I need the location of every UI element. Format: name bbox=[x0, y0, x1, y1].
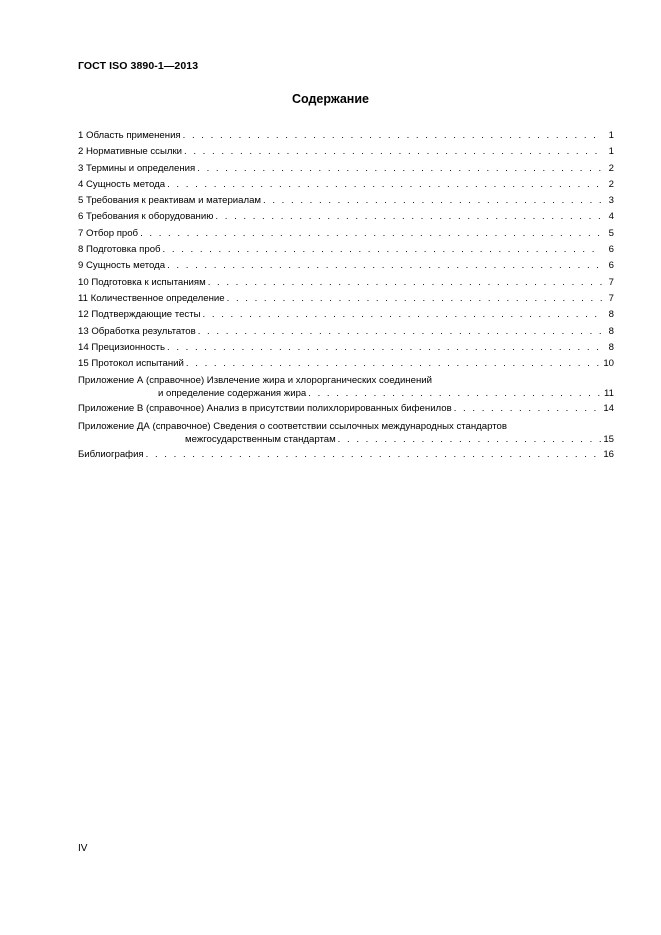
dot-leader bbox=[186, 356, 601, 372]
toc-entry-page: 3 bbox=[608, 195, 614, 207]
toc-entry[interactable] bbox=[78, 275, 614, 291]
toc-entry[interactable] bbox=[78, 307, 614, 323]
toc-entry-page: 7 bbox=[608, 292, 614, 304]
toc-entry-annex-a[interactable] bbox=[78, 374, 614, 401]
dot-leader bbox=[227, 291, 602, 307]
toc-entry[interactable] bbox=[78, 258, 614, 274]
toc-entry-page: 10 bbox=[603, 358, 614, 370]
toc-entry[interactable] bbox=[78, 291, 614, 307]
dot-leader bbox=[215, 209, 602, 225]
page-title: Содержание bbox=[291, 92, 369, 106]
table-of-contents bbox=[78, 128, 614, 463]
toc-entry[interactable] bbox=[78, 177, 614, 193]
annex-da-title-continued: межгосударственным стандартам bbox=[185, 433, 336, 445]
toc-entry-label: 5 Требования к реактивам и материалам bbox=[78, 195, 261, 207]
annex-da-title: Приложение ДА (справочное) Сведения о соответствии ссылочных международных стандартов bbox=[78, 420, 507, 432]
toc-entry-label: 9 Сущность метода bbox=[78, 260, 166, 272]
toc-entry-label: 13 Обработка результатов bbox=[78, 325, 196, 337]
toc-entry-label: 10 Подготовка к испытаниям bbox=[78, 276, 206, 288]
toc-entry-label: 7 Отбор проб bbox=[78, 227, 139, 239]
toc-entry-page: 8 bbox=[608, 341, 614, 353]
toc-entry-page: 7 bbox=[608, 276, 614, 288]
toc-entry[interactable] bbox=[78, 324, 614, 340]
annex-da-page: 15 bbox=[603, 433, 614, 445]
annex-a-page: 11 bbox=[604, 388, 614, 400]
document-code: ГОСТ ISO 3890-1—2013 bbox=[78, 60, 199, 72]
toc-entry-page: 5 bbox=[608, 227, 614, 239]
toc-entry[interactable] bbox=[78, 144, 614, 160]
annex-a-title-continued: и определение содержания жира bbox=[158, 388, 307, 400]
dot-leader bbox=[167, 177, 602, 193]
dot-leader bbox=[454, 401, 602, 417]
toc-entry-page: 8 bbox=[608, 325, 614, 337]
toc-entry-label: 3 Термины и определения bbox=[78, 162, 196, 174]
dot-leader bbox=[163, 242, 602, 258]
annex-a-title: Приложение А (справочное) Извлечение жира и хлорорганических соединений bbox=[78, 375, 432, 387]
toc-entry[interactable] bbox=[78, 242, 614, 258]
dot-leader bbox=[184, 144, 602, 160]
dot-leader bbox=[338, 433, 602, 447]
toc-entry[interactable] bbox=[78, 128, 614, 144]
bibliography-page: 16 bbox=[603, 448, 614, 460]
toc-entry[interactable] bbox=[78, 209, 614, 225]
toc-entry-label: 15 Протокол испытаний bbox=[78, 358, 184, 370]
toc-entry-page: 6 bbox=[608, 244, 614, 256]
dot-leader bbox=[140, 226, 602, 242]
toc-entry-label: 11 Количественное определение bbox=[78, 292, 225, 304]
dot-leader bbox=[167, 258, 602, 274]
toc-entry-label: 4 Сущность метода bbox=[78, 178, 166, 190]
toc-entry-label: 14 Прецизионность bbox=[78, 341, 165, 353]
toc-entry[interactable] bbox=[78, 340, 614, 356]
page-number: IV bbox=[78, 843, 88, 854]
dot-leader bbox=[208, 275, 602, 291]
toc-entry[interactable] bbox=[78, 226, 614, 242]
dot-leader bbox=[203, 307, 602, 323]
toc-entry-bibliography[interactable] bbox=[78, 447, 614, 463]
toc-entry-annex-b[interactable] bbox=[78, 401, 614, 417]
annex-b-title: Приложение В (справочное) Анализ в присутствии полихлорированных бифенилов bbox=[78, 403, 452, 415]
toc-entry-page: 4 bbox=[608, 211, 614, 223]
toc-entry-label: 12 Подтверждающие тесты bbox=[78, 309, 201, 321]
toc-entry-page: 2 bbox=[608, 162, 614, 174]
bibliography-label: Библиография bbox=[78, 448, 144, 460]
toc-entry[interactable] bbox=[78, 161, 614, 177]
toc-entry-page: 1 bbox=[608, 130, 614, 141]
toc-entry-label: 1 Область применения bbox=[78, 130, 181, 141]
toc-entry[interactable] bbox=[78, 193, 614, 209]
dot-leader bbox=[183, 128, 602, 144]
toc-entry-label: 2 Нормативные ссылки bbox=[78, 146, 183, 158]
dot-leader bbox=[198, 324, 602, 340]
dot-leader bbox=[308, 387, 602, 401]
dot-leader bbox=[263, 193, 602, 209]
dot-leader bbox=[167, 340, 602, 356]
toc-entry-annex-da[interactable] bbox=[78, 420, 614, 447]
toc-entry-label: 8 Подготовка проб bbox=[78, 244, 161, 256]
toc-entry-label: 6 Требования к оборудованию bbox=[78, 211, 214, 223]
toc-entry[interactable] bbox=[78, 356, 614, 372]
toc-entry-page: 1 bbox=[608, 146, 614, 158]
dot-leader bbox=[146, 447, 602, 463]
dot-leader bbox=[197, 161, 602, 177]
toc-entry-page: 8 bbox=[608, 309, 614, 321]
toc-entry-page: 6 bbox=[608, 260, 614, 272]
toc-entry-page: 2 bbox=[608, 178, 614, 190]
annex-b-page: 14 bbox=[603, 403, 614, 415]
